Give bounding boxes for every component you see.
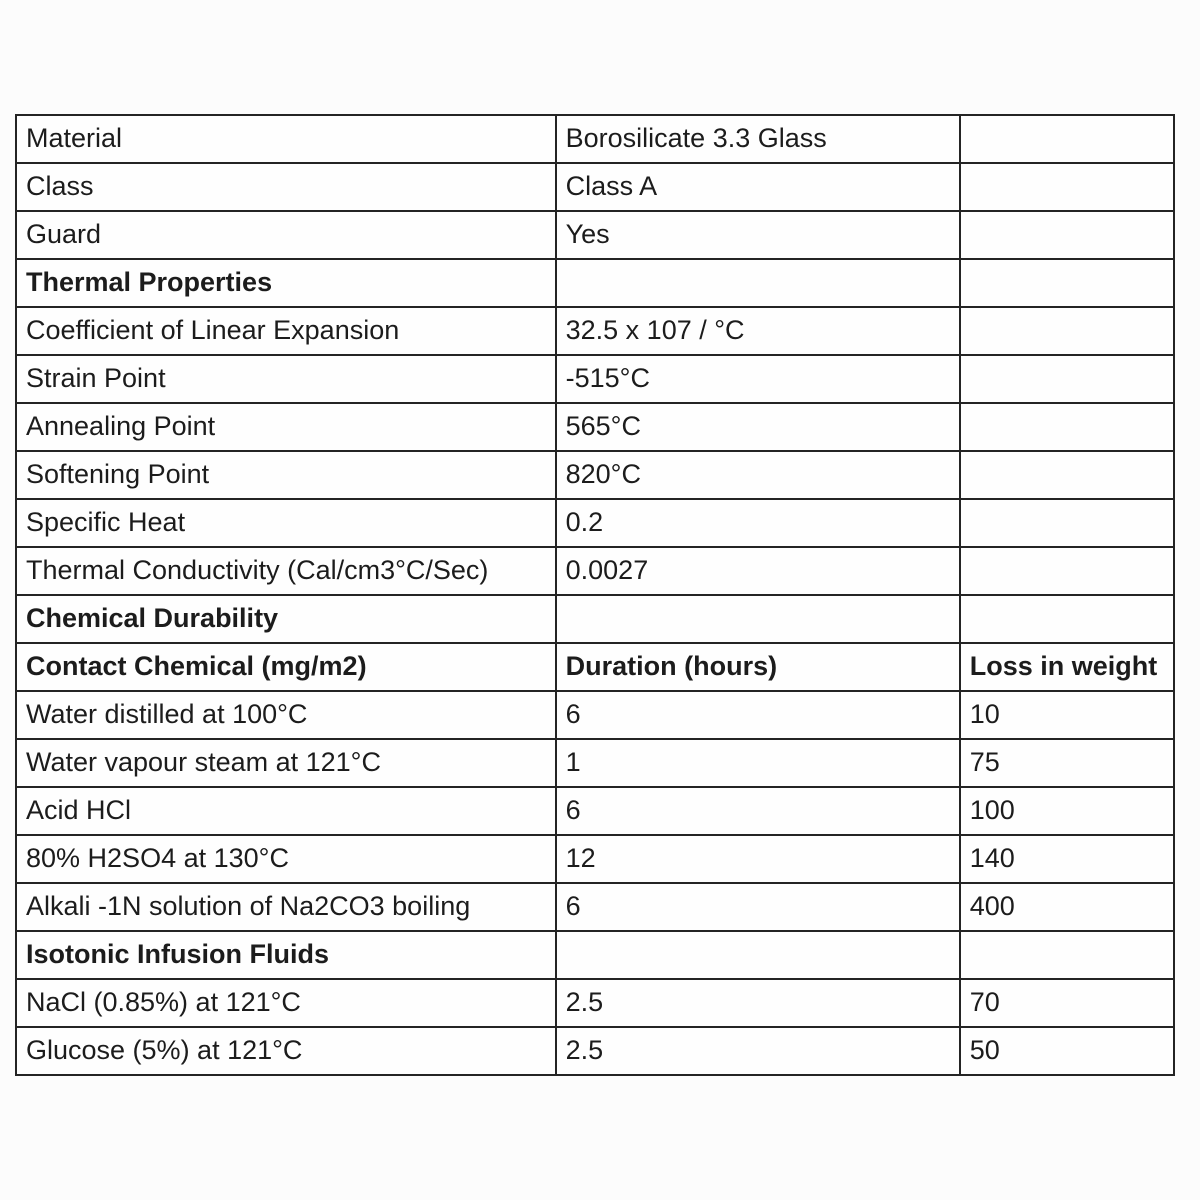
table-row	[16, 739, 1174, 787]
cell-extra	[960, 595, 1174, 643]
cell-extra: 10	[960, 691, 1174, 739]
table-row	[16, 787, 1174, 835]
cell-property: Acid HCl	[16, 787, 556, 835]
table-row	[16, 403, 1174, 451]
table-row	[16, 835, 1174, 883]
cell-extra	[960, 307, 1174, 355]
cell-value: 6	[556, 883, 960, 931]
cell-property: Annealing Point	[16, 403, 556, 451]
cell-value: 565°C	[556, 403, 960, 451]
cell-extra	[960, 499, 1174, 547]
table-row	[16, 163, 1174, 211]
cell-value: -515°C	[556, 355, 960, 403]
cell-extra	[960, 547, 1174, 595]
table-row	[16, 979, 1174, 1027]
cell-property: Material	[16, 115, 556, 163]
cell-value	[556, 931, 960, 979]
cell-property: Water distilled at 100°C	[16, 691, 556, 739]
cell-property: Glucose (5%) at 121°C	[16, 1027, 556, 1075]
cell-value: 0.0027	[556, 547, 960, 595]
cell-value: 1	[556, 739, 960, 787]
cell-extra	[960, 163, 1174, 211]
cell-value: Borosilicate 3.3 Glass	[556, 115, 960, 163]
table-row	[16, 451, 1174, 499]
cell-extra	[960, 259, 1174, 307]
column-header-contact-chemical: Contact Chemical (mg/m2)	[16, 643, 556, 691]
cell-extra: 400	[960, 883, 1174, 931]
cell-property: Strain Point	[16, 355, 556, 403]
cell-extra	[960, 403, 1174, 451]
cell-value	[556, 595, 960, 643]
cell-property: 80% H2SO4 at 130°C	[16, 835, 556, 883]
cell-value: 2.5	[556, 979, 960, 1027]
cell-property: Softening Point	[16, 451, 556, 499]
cell-extra	[960, 451, 1174, 499]
cell-property: Thermal Conductivity (Cal/cm3°C/Sec)	[16, 547, 556, 595]
cell-value: Class A	[556, 163, 960, 211]
cell-property: Coefficient of Linear Expansion	[16, 307, 556, 355]
column-header-loss-in-weight: Loss in weight	[960, 643, 1174, 691]
cell-value: 2.5	[556, 1027, 960, 1075]
cell-property: Alkali -1N solution of Na2CO3 boiling	[16, 883, 556, 931]
cell-extra: 75	[960, 739, 1174, 787]
section-title: Thermal Properties	[16, 259, 556, 307]
cell-property: Water vapour steam at 121°C	[16, 739, 556, 787]
cell-extra	[960, 355, 1174, 403]
cell-value: 6	[556, 691, 960, 739]
section-title: Chemical Durability	[16, 595, 556, 643]
column-header-row	[16, 643, 1174, 691]
section-row-thermal-properties	[16, 259, 1174, 307]
cell-extra: 50	[960, 1027, 1174, 1075]
spec-table	[15, 114, 1175, 1076]
cell-value: 32.5 x 107 / °C	[556, 307, 960, 355]
table-row	[16, 115, 1174, 163]
table-row	[16, 691, 1174, 739]
table-row	[16, 355, 1174, 403]
cell-value: 6	[556, 787, 960, 835]
cell-extra: 100	[960, 787, 1174, 835]
cell-extra	[960, 115, 1174, 163]
cell-extra	[960, 931, 1174, 979]
cell-property: Specific Heat	[16, 499, 556, 547]
section-row-chemical-durability	[16, 595, 1174, 643]
section-row-isotonic-infusion-fluids	[16, 931, 1174, 979]
cell-property: NaCl (0.85%) at 121°C	[16, 979, 556, 1027]
cell-value	[556, 259, 960, 307]
table-row	[16, 211, 1174, 259]
cell-property: Guard	[16, 211, 556, 259]
section-title: Isotonic Infusion Fluids	[16, 931, 556, 979]
table-row	[16, 499, 1174, 547]
column-header-duration: Duration (hours)	[556, 643, 960, 691]
cell-value: 12	[556, 835, 960, 883]
cell-property: Class	[16, 163, 556, 211]
table-row	[16, 307, 1174, 355]
cell-value: 0.2	[556, 499, 960, 547]
table-row	[16, 883, 1174, 931]
cell-extra: 70	[960, 979, 1174, 1027]
table-row	[16, 547, 1174, 595]
cell-value: Yes	[556, 211, 960, 259]
cell-value: 820°C	[556, 451, 960, 499]
cell-extra: 140	[960, 835, 1174, 883]
cell-extra	[960, 211, 1174, 259]
table-row	[16, 1027, 1174, 1075]
